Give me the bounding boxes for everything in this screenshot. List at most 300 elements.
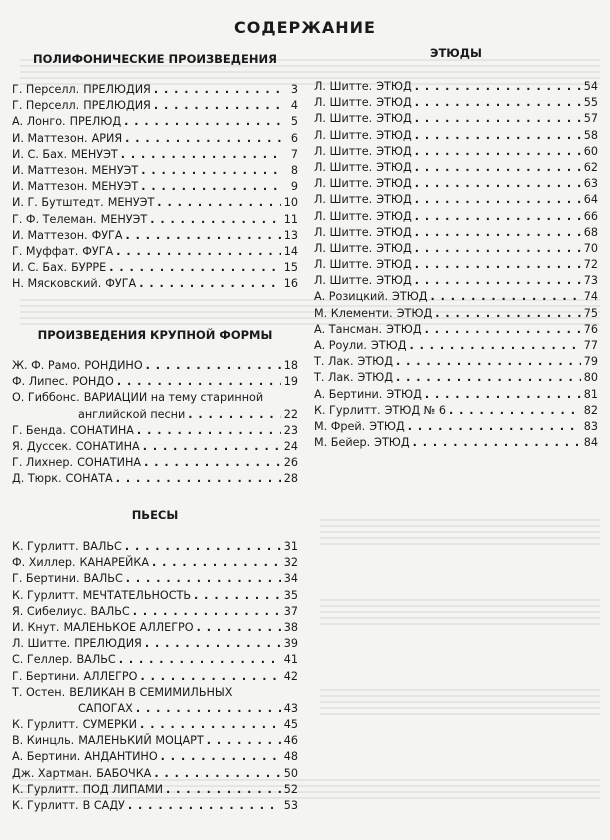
toc-leader-dots xyxy=(154,98,281,114)
toc-composer: Л. Шитте. xyxy=(314,80,373,93)
toc-entry xyxy=(12,455,298,471)
toc-leader-dots xyxy=(415,257,581,273)
toc-page-number: 70 xyxy=(583,241,598,255)
toc-composer: И. Маттезон. xyxy=(12,180,88,194)
toc-work-title: ВАЛЬС xyxy=(83,572,123,586)
section-list-etudes xyxy=(314,79,598,451)
toc-work-title: ПОД ЛИПАМИ xyxy=(82,782,164,796)
toc-page-number: 22 xyxy=(283,407,298,421)
toc-entry xyxy=(12,555,298,571)
toc-work-title-cont: САПОГАХ xyxy=(78,701,133,715)
toc-work-title: СОНАТИНА xyxy=(75,439,140,453)
toc-leader-dots xyxy=(415,144,581,160)
toc-page-number: 24 xyxy=(283,439,298,453)
toc-work-title: МАЛЕНЬКИЙ МОЦАРТ xyxy=(78,734,204,748)
toc-entry xyxy=(314,225,598,241)
toc-composer: Ф. Липес. xyxy=(12,375,69,389)
toc-composer: Г. Муффат. xyxy=(12,244,79,258)
toc-page-number: 11 xyxy=(283,212,298,226)
toc-work-title: МЕНУЭТ xyxy=(107,196,155,210)
toc-leader-dots xyxy=(154,766,280,782)
toc-page-number: 58 xyxy=(583,128,598,142)
toc-page-number: 13 xyxy=(283,228,298,242)
toc-entry xyxy=(12,260,298,276)
toc-work-title: ЭТЮД xyxy=(357,355,393,369)
toc-page-number: 31 xyxy=(283,540,298,553)
toc-composer: Л. Шитте. xyxy=(314,209,373,223)
toc-leader-dots xyxy=(124,114,281,130)
toc-entry xyxy=(314,289,598,305)
toc-work-title: АНДАНТИНО xyxy=(84,750,158,764)
toc-composer: И. Маттезон. xyxy=(12,163,88,177)
toc-leader-dots xyxy=(140,669,280,685)
toc-work-title: МЕЧТАТЕЛЬНОСТЬ xyxy=(82,588,192,602)
toc-composer: И. Маттезон. xyxy=(12,131,88,145)
toc-composer: Л. Шитте. xyxy=(12,637,71,651)
toc-entry xyxy=(314,338,598,354)
toc-work-title: ЭТЮД xyxy=(396,306,433,320)
toc-page-number: 80 xyxy=(583,371,598,385)
toc-leader-dots xyxy=(194,588,281,604)
toc-entry xyxy=(12,571,298,587)
toc-page-number: 7 xyxy=(290,147,298,161)
toc-work-title: СОНАТА xyxy=(65,472,113,486)
toc-composer: Г. Лихнер. xyxy=(12,456,74,470)
toc-page-number: 76 xyxy=(583,322,598,336)
toc-entry xyxy=(12,539,298,555)
toc-entry xyxy=(12,798,298,814)
toc-work-title: ЭТЮД xyxy=(376,274,412,288)
toc-leader-dots xyxy=(431,289,581,305)
toc-composer: С. Геллер. xyxy=(12,653,73,667)
toc-composer: К. Гурлитт. xyxy=(12,540,79,553)
toc-entry xyxy=(314,354,598,370)
toc-work-title: ЭТЮД xyxy=(376,112,412,126)
toc-leader-dots xyxy=(188,407,280,423)
toc-page-number: 54 xyxy=(583,80,598,93)
toc-entry xyxy=(314,257,598,273)
toc-composer: Г. Перселл. xyxy=(12,99,80,113)
toc-work-title: В САДУ xyxy=(82,799,125,813)
toc-work-title: ЭТЮД xyxy=(376,160,412,174)
toc-entry xyxy=(12,733,298,749)
toc-page-number: 6 xyxy=(290,131,298,145)
toc-entry xyxy=(12,114,298,130)
toc-work-title: ВАЛЬС xyxy=(82,540,122,553)
toc-work-title: ФУГА xyxy=(82,244,114,258)
toc-leader-dots xyxy=(116,471,281,487)
toc-leader-dots xyxy=(126,228,281,244)
toc-entry xyxy=(314,95,598,111)
toc-work-title: ЭТЮД xyxy=(357,371,393,385)
toc-page-number: 46 xyxy=(283,734,298,748)
toc-leader-dots xyxy=(396,354,581,370)
toc-leader-dots xyxy=(136,701,281,717)
toc-composer: Н. Мясковский. xyxy=(12,277,102,291)
toc-leader-dots xyxy=(157,195,280,211)
toc-page-number: 18 xyxy=(283,359,298,372)
toc-composer: Г. Бертини. xyxy=(12,572,80,586)
toc-entry xyxy=(314,306,598,322)
toc-page-number: 83 xyxy=(583,419,598,433)
toc-page-number: 43 xyxy=(283,701,298,715)
toc-leader-dots xyxy=(117,374,281,390)
toc-work-title: ПРЕЛЮДИЯ xyxy=(83,99,151,113)
toc-leader-dots xyxy=(154,82,281,98)
toc-leader-dots xyxy=(150,212,281,228)
toc-entry-line1 xyxy=(12,390,298,406)
toc-composer: К. Гурлитт. xyxy=(12,718,79,732)
toc-work-title: АРИЯ xyxy=(91,131,123,145)
toc-entry xyxy=(314,111,598,127)
toc-composer: Г. Перселл. xyxy=(12,83,80,96)
toc-leader-dots xyxy=(415,192,581,208)
toc-page-number: 68 xyxy=(583,225,598,239)
toc-composer: К. Гурлитт. xyxy=(12,799,79,813)
toc-work-title: МЕНУЭТ xyxy=(100,212,148,226)
toc-entry xyxy=(314,273,598,289)
toc-entry xyxy=(12,276,298,292)
toc-composer: Л. Шитте. xyxy=(314,144,373,158)
toc-composer: А. Лонго. xyxy=(12,115,66,129)
toc-leader-dots xyxy=(415,79,581,95)
toc-leader-dots xyxy=(413,435,581,451)
toc-entry xyxy=(12,669,298,685)
toc-composer: Д. Тюрк. xyxy=(12,472,62,486)
toc-composer: И. С. Бах. xyxy=(12,261,68,275)
toc-leader-dots xyxy=(133,604,281,620)
toc-leader-dots xyxy=(121,147,281,163)
toc-entry xyxy=(314,435,598,451)
toc-composer: К. Гурлитт. xyxy=(12,588,79,602)
toc-entry xyxy=(314,176,598,192)
toc-composer: И. Г. Бутштедт. xyxy=(12,196,104,210)
toc-page-number: 64 xyxy=(583,193,598,207)
toc-page-number: 52 xyxy=(283,782,298,796)
toc-work-title: КАНАРЕЙКА xyxy=(79,556,149,570)
toc-leader-dots xyxy=(415,95,581,111)
toc-leader-dots xyxy=(126,571,281,587)
toc-leader-dots xyxy=(128,798,281,814)
toc-work-title: БАБОЧКА xyxy=(96,766,152,780)
section-list-large xyxy=(12,358,298,488)
toc-work-title: БУРРЕ xyxy=(71,261,107,275)
toc-composer: А. Роули. xyxy=(314,339,367,352)
toc-leader-dots xyxy=(146,358,281,374)
toc-work-title: РОНДИНО xyxy=(84,359,143,372)
toc-page-number: 8 xyxy=(290,163,298,177)
toc-leader-dots xyxy=(449,403,581,419)
toc-composer: Я. Сибелиус. xyxy=(12,604,87,618)
toc-leader-dots xyxy=(415,273,581,289)
toc-leader-dots xyxy=(141,179,281,195)
toc-work-title: ПРЕЛЮДИЯ xyxy=(74,637,142,651)
toc-entry-line2 xyxy=(12,701,298,717)
toc-leader-dots xyxy=(145,636,281,652)
toc-composer: Г. Ф. Телеман. xyxy=(12,212,97,226)
toc-leader-dots xyxy=(207,733,281,749)
toc-page-number: 32 xyxy=(283,556,298,570)
toc-page-number: 28 xyxy=(283,472,298,486)
toc-entry xyxy=(12,439,298,455)
toc-page-number: 14 xyxy=(283,244,298,258)
toc-entry xyxy=(314,419,598,435)
toc-composer: О. Гиббонс. xyxy=(12,391,80,405)
toc-composer: И. Кнут. xyxy=(12,620,60,634)
toc-entry xyxy=(12,588,298,604)
toc-entry xyxy=(314,209,598,225)
toc-composer: А. Бертини. xyxy=(12,750,81,764)
toc-page-number: 57 xyxy=(583,112,598,126)
toc-work-title: ЭТЮД xyxy=(370,339,407,352)
section-heading-large: ПРОИЗВЕДЕНИЯ КРУПНОЙ ФОРМЫ xyxy=(37,328,273,342)
toc-leader-dots xyxy=(125,131,281,147)
toc-entry xyxy=(314,370,598,386)
toc-leader-dots xyxy=(119,652,281,668)
toc-composer: Т. Лак. xyxy=(314,371,354,385)
section-heading-pieces: ПЬЕСЫ xyxy=(131,508,179,522)
toc-page-number: 75 xyxy=(583,306,598,320)
toc-work-title: ЭТЮД xyxy=(392,290,428,304)
toc-leader-dots xyxy=(415,209,581,225)
toc-leader-dots xyxy=(415,128,581,144)
toc-page-number: 82 xyxy=(583,403,598,417)
toc-page-number: 34 xyxy=(283,572,298,586)
toc-page-number: 23 xyxy=(283,423,298,437)
toc-entry xyxy=(12,179,298,195)
toc-page-number: 81 xyxy=(583,387,598,401)
toc-page-number: 72 xyxy=(583,258,598,272)
section-list-pieces xyxy=(12,539,298,814)
toc-leader-dots xyxy=(161,749,281,765)
toc-leader-dots xyxy=(197,620,281,636)
toc-leader-dots xyxy=(425,322,581,338)
toc-entry xyxy=(12,766,298,782)
toc-composer: Л. Шитте. xyxy=(314,274,373,288)
toc-page-number: 10 xyxy=(283,196,298,210)
toc-page-number: 63 xyxy=(583,177,598,191)
toc-page-number: 79 xyxy=(583,355,598,369)
toc-leader-dots xyxy=(409,338,580,354)
toc-entry xyxy=(12,163,298,179)
toc-work-title: ЭТЮД xyxy=(376,193,412,207)
toc-entry xyxy=(12,652,298,668)
toc-work-title: МАЛЕНЬКОЕ АЛЛЕГРО xyxy=(63,620,194,634)
toc-work-title: МЕНУЭТ xyxy=(91,180,139,194)
toc-leader-dots xyxy=(435,306,581,322)
toc-work-title: ПРЕЛЮДИЯ xyxy=(83,83,151,96)
toc-leader-dots xyxy=(139,276,281,292)
toc-work-title-cont: английской песни xyxy=(78,407,186,421)
toc-entry xyxy=(314,144,598,160)
toc-work-title: МЕНУЭТ xyxy=(91,163,139,177)
toc-work-title: СОНАТИНА xyxy=(69,423,134,437)
toc-page-number: 15 xyxy=(283,261,298,275)
toc-page-number: 66 xyxy=(583,209,598,223)
toc-page-number: 50 xyxy=(283,766,298,780)
toc-work-title: ЭТЮД xyxy=(376,258,412,272)
toc-entry xyxy=(314,160,598,176)
toc-entry xyxy=(12,228,298,244)
toc-leader-dots xyxy=(396,370,581,386)
toc-composer: Л. Шитте. xyxy=(314,128,373,142)
toc-page-number: 77 xyxy=(583,339,598,352)
toc-composer: К. Гурлитт. xyxy=(12,782,79,796)
toc-leader-dots xyxy=(144,455,281,471)
toc-entry xyxy=(314,387,598,403)
toc-page-number: 60 xyxy=(583,144,598,158)
toc-work-title: ЭТЮД xyxy=(374,436,410,450)
toc-entry-line1 xyxy=(12,685,298,701)
toc-entry xyxy=(314,403,598,419)
toc-composer: М. Клементи. xyxy=(314,306,393,320)
toc-entry xyxy=(314,322,598,338)
toc-entry xyxy=(12,685,298,717)
toc-page-number: 84 xyxy=(583,436,598,450)
toc-composer: Дж. Хартман. xyxy=(12,766,93,780)
toc-page-number: 53 xyxy=(283,799,298,813)
toc-composer: Л. Шитте. xyxy=(314,193,373,207)
toc-composer: Л. Шитте. xyxy=(314,225,373,239)
toc-work-title: ЭТЮД № 6 xyxy=(384,403,446,417)
toc-work-title: ЭТЮД xyxy=(386,322,422,336)
toc-entry xyxy=(12,147,298,163)
toc-composer: Л. Шитте. xyxy=(314,258,373,272)
toc-entry xyxy=(12,82,298,98)
toc-page-number: 55 xyxy=(583,96,598,110)
toc-composer: И. Маттезон. xyxy=(12,228,88,242)
toc-entry xyxy=(314,192,598,208)
toc-composer: Ф. Хиллер. xyxy=(12,556,76,570)
toc-page-number: 26 xyxy=(283,456,298,470)
toc-composer: Г. Бертини. xyxy=(12,669,80,683)
toc-composer: И. С. Бах. xyxy=(12,147,68,161)
toc-work-title: ФУГА xyxy=(105,277,137,291)
toc-composer: В. Кинцль. xyxy=(12,734,75,748)
toc-work-title: ЭТЮД xyxy=(376,144,412,158)
toc-work-title: СУМЕРКИ xyxy=(82,718,138,732)
toc-work-title: ЭТЮД xyxy=(376,209,412,223)
toc-leader-dots xyxy=(425,387,581,403)
toc-composer: Л. Шитте. xyxy=(314,241,373,255)
toc-leader-dots xyxy=(408,419,581,435)
toc-work-title: МЕНУЭТ xyxy=(71,147,118,161)
toc-entry xyxy=(12,782,298,798)
toc-work-title: ВАРИАЦИИ на тему старинной xyxy=(83,391,264,405)
toc-leader-dots xyxy=(125,539,281,555)
toc-entry-line2 xyxy=(12,407,298,423)
toc-page-number: 16 xyxy=(283,277,298,291)
toc-page-number: 5 xyxy=(290,115,298,129)
toc-work-title: ЭТЮД xyxy=(376,177,412,191)
toc-composer: К. Гурлитт. xyxy=(314,403,381,417)
toc-work-title: РОНДО xyxy=(72,375,114,389)
section-list-polyphonic xyxy=(12,82,298,292)
toc-entry xyxy=(12,195,298,211)
toc-page-number: 62 xyxy=(583,160,598,174)
toc-entry xyxy=(12,358,298,374)
toc-entry xyxy=(12,390,298,422)
toc-entry xyxy=(12,212,298,228)
toc-entry xyxy=(12,244,298,260)
toc-composer: Я. Дуссек. xyxy=(12,439,72,453)
toc-entry xyxy=(12,749,298,765)
toc-entry xyxy=(12,636,298,652)
toc-page-number: 38 xyxy=(283,620,298,634)
toc-work-title: ЭТЮД xyxy=(376,128,412,142)
toc-page-number: 35 xyxy=(283,588,298,602)
toc-work-title: СОНАТИНА xyxy=(77,456,142,470)
toc-page-number: 3 xyxy=(290,83,298,96)
toc-entry xyxy=(12,604,298,620)
toc-leader-dots xyxy=(116,244,281,260)
toc-work-title: ЭТЮД xyxy=(376,80,412,93)
toc-composer: Л. Шитте. xyxy=(314,96,373,110)
toc-work-title: ЭТЮД xyxy=(376,241,412,255)
toc-leader-dots xyxy=(141,163,281,179)
toc-page-number: 37 xyxy=(283,604,298,618)
toc-leader-dots xyxy=(137,423,281,439)
toc-composer: Л. Шитте. xyxy=(314,160,373,174)
toc-entry xyxy=(12,620,298,636)
toc-composer: Л. Шитте. xyxy=(314,177,373,191)
toc-composer: Ж. Ф. Рамо. xyxy=(12,359,81,372)
toc-page-number: 41 xyxy=(283,653,298,667)
toc-work-title: ВАЛЬС xyxy=(76,653,116,667)
section-heading-etudes: ЭТЮДЫ xyxy=(430,46,482,60)
toc-composer: Т. Лак. xyxy=(314,355,354,369)
toc-page-number: 4 xyxy=(290,99,298,113)
toc-work-title: ЭТЮД xyxy=(376,96,412,110)
toc-leader-dots xyxy=(109,260,281,276)
toc-leader-dots xyxy=(152,555,281,571)
toc-leader-dots xyxy=(166,782,281,798)
toc-leader-dots xyxy=(415,225,581,241)
toc-entry xyxy=(12,131,298,147)
toc-composer: М. Бейер. xyxy=(314,436,371,450)
toc-work-title: АЛЛЕГРО xyxy=(83,669,138,683)
toc-work-title: ВАЛЬС xyxy=(90,604,130,618)
toc-work-title: ЭТЮД xyxy=(376,225,412,239)
toc-composer: Т. Остен. xyxy=(12,685,66,699)
toc-leader-dots xyxy=(415,111,581,127)
toc-page-number: 73 xyxy=(583,274,598,288)
toc-page-number: 48 xyxy=(283,750,298,764)
section-heading-polyphonic: ПОЛИФОНИЧЕСКИЕ ПРОИЗВЕДЕНИЯ xyxy=(33,52,277,66)
toc-work-title: ЭТЮД xyxy=(369,419,405,433)
toc-leader-dots xyxy=(140,717,281,733)
toc-work-title: ЭТЮД xyxy=(386,387,422,401)
toc-page-number: 45 xyxy=(283,718,298,732)
toc-page-number: 39 xyxy=(283,637,298,651)
toc-composer: А. Розицкий. xyxy=(314,290,389,304)
toc-entry xyxy=(314,241,598,257)
toc-leader-dots xyxy=(415,241,581,257)
toc-composer: М. Фрей. xyxy=(314,419,366,433)
toc-page-number: 9 xyxy=(290,180,298,194)
toc-composer: Л. Шитте. xyxy=(314,112,373,126)
toc-page-number: 74 xyxy=(583,290,598,304)
toc-work-title: ФУГА xyxy=(91,228,123,242)
toc-entry xyxy=(12,471,298,487)
toc-entry xyxy=(314,128,598,144)
toc-composer: Г. Бенда. xyxy=(12,423,66,437)
toc-entry xyxy=(12,423,298,439)
toc-composer: А. Тансман. xyxy=(314,322,383,336)
toc-leader-dots xyxy=(415,160,581,176)
toc-leader-dots xyxy=(415,176,581,192)
toc-entry xyxy=(12,717,298,733)
